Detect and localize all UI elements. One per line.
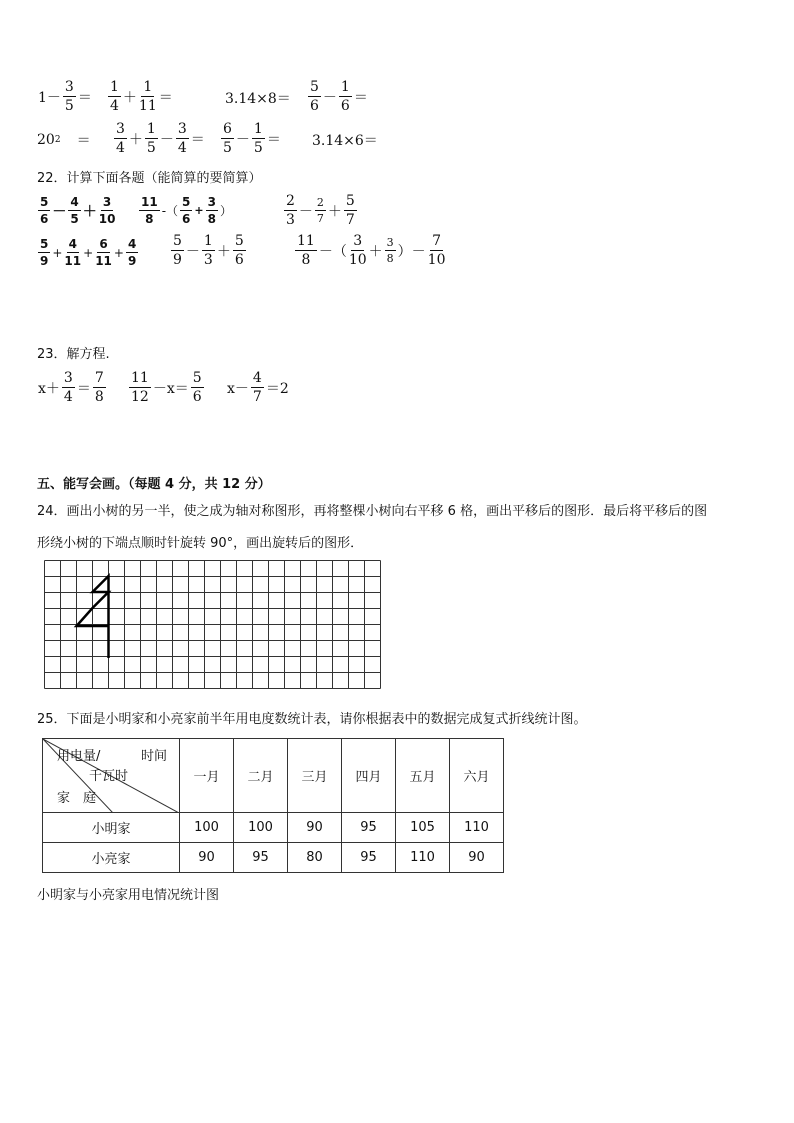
table-cell: 90 [450, 843, 504, 873]
equation-2: $\frac{11}{12}$ －x＝ $\frac{5}{6}$ [131, 370, 202, 405]
section-5-title: 五、能写会画。（每题 4 分，共 12 分） [37, 477, 271, 492]
q22-expr-5: $\frac{5}{9}$ － $\frac{1}{3}$ ＋ $\frac{5}{6}$ [173, 233, 244, 268]
q22-title: 22．计算下面各题（能简算的要简算） [37, 171, 262, 186]
oral-expr-2: $\frac{1}{4}$ ＋ $\frac{1}{11}$ ＝ [110, 79, 173, 114]
table-cell: 95 [234, 843, 288, 873]
table-cell: 95 [342, 813, 396, 843]
fraction: $\frac{1}{5}$ [253, 121, 263, 156]
table-cell: 110 [396, 843, 450, 873]
table-cell: 90 [288, 813, 342, 843]
q25-title: 25．下面是小明家和小亮家前半年用电度数统计表，请你根据表中的数据完成复式折线统计图。 [37, 712, 587, 727]
fraction: $\frac{1}{5}$ [146, 121, 156, 156]
q23-title: 23．解方程. [37, 347, 110, 362]
expr-text: ＝ [77, 89, 92, 106]
chart-caption: 小明家与小亮家用电情况统计图 [37, 888, 220, 903]
table-cell: 90 [180, 843, 234, 873]
table-cell: 100 [180, 813, 234, 843]
header-usage-label: 用电量/ [57, 749, 101, 764]
q22-expr-1: $\frac{5}{6}$ － $\frac{4}{5}$ ＋ $\frac{3}{10}$ [40, 195, 116, 226]
oral-expr-6: $\frac{3}{4}$ ＋ $\frac{1}{5}$ － $\frac{3}{4}$ ＝ [116, 121, 205, 156]
month-header: 三月 [288, 739, 342, 813]
header-time-label: 时间 [141, 749, 168, 764]
month-header: 五月 [396, 739, 450, 813]
table-cell: 105 [396, 813, 450, 843]
fraction: $\frac{3}{5}$ [64, 79, 74, 114]
table-row [43, 813, 504, 843]
oral-expr-4: $\frac{5}{6}$ － $\frac{1}{6}$ ＝ [310, 79, 368, 114]
q22-expr-3: $\frac{2}{3}$ － $\frac{2}{7}$ ＋ $\frac{5}{7}$ [286, 193, 355, 228]
table-row [43, 843, 504, 873]
drawing-grid [44, 558, 382, 694]
usage-table-wrap [42, 738, 504, 873]
equation-1: x＋ $\frac{3}{4}$ ＝ $\frac{7}{8}$ [38, 370, 104, 405]
table-cell: 80 [288, 843, 342, 873]
q22-expr-4: $\frac{5}{9}$ + $\frac{4}{11}$ + $\frac{6}{11}$ + $\frac{4}{9}$ [40, 237, 137, 268]
fraction: $\frac{1}{4}$ [110, 79, 119, 114]
fraction: $\frac{3}{4}$ [177, 121, 187, 156]
expr-text: 1－ [38, 89, 61, 106]
month-header: 一月 [180, 739, 234, 813]
table-cell: 100 [234, 813, 288, 843]
month-header: 二月 [234, 739, 288, 813]
fraction: $\frac{5}{6}$ [310, 79, 319, 114]
family-name: 小亮家 [43, 843, 180, 873]
oral-expr-1 [37, 80, 93, 113]
q22-expr-6: $\frac{11}{8}$ －（ $\frac{3}{10}$ ＋ $\frac{3}{8}$ ）－ $\frac{7}{10}$ [297, 233, 446, 268]
q24-text-line1: 24．画出小树的另一半，使之成为轴对称图形，再将整棵小树向右平移 6 格，画出平移后的图形．最后将平移后的图 [37, 504, 708, 519]
fraction: $\frac{3}{4}$ [116, 121, 125, 156]
header-family-label: 家 庭 [57, 791, 97, 806]
q24-text-line2: 形绕小树的下端点顺时针旋转 90°，画出旋转后的图形． [37, 536, 364, 551]
usage-table [42, 738, 504, 873]
q22-expr-2: $\frac{11}{8}$ -（ $\frac{5}{6}$ + $\frac{3}{8}$ ） [141, 195, 232, 226]
month-header: 六月 [450, 739, 504, 813]
fraction: $\frac{1}{11}$ [138, 79, 157, 114]
table-cell: 95 [342, 843, 396, 873]
equation-3: x－ $\frac{4}{7}$ ＝2 [227, 370, 289, 405]
oral-expr-3: 3.14×8＝ [225, 91, 291, 107]
diagonal-header-cell [43, 739, 180, 813]
oral-expr-5: 20 2 ＝ [37, 132, 91, 149]
oral-expr-8: 3.14×6＝ [312, 133, 378, 149]
fraction: $\frac{1}{6}$ [340, 79, 350, 114]
month-header: 四月 [342, 739, 396, 813]
oral-expr-7: $\frac{6}{5}$ － $\frac{1}{5}$ ＝ [223, 121, 281, 156]
fraction: $\frac{6}{5}$ [223, 121, 232, 156]
header-unit-label: 千瓦时 [89, 769, 129, 784]
family-name: 小明家 [43, 813, 180, 843]
table-cell: 110 [450, 813, 504, 843]
